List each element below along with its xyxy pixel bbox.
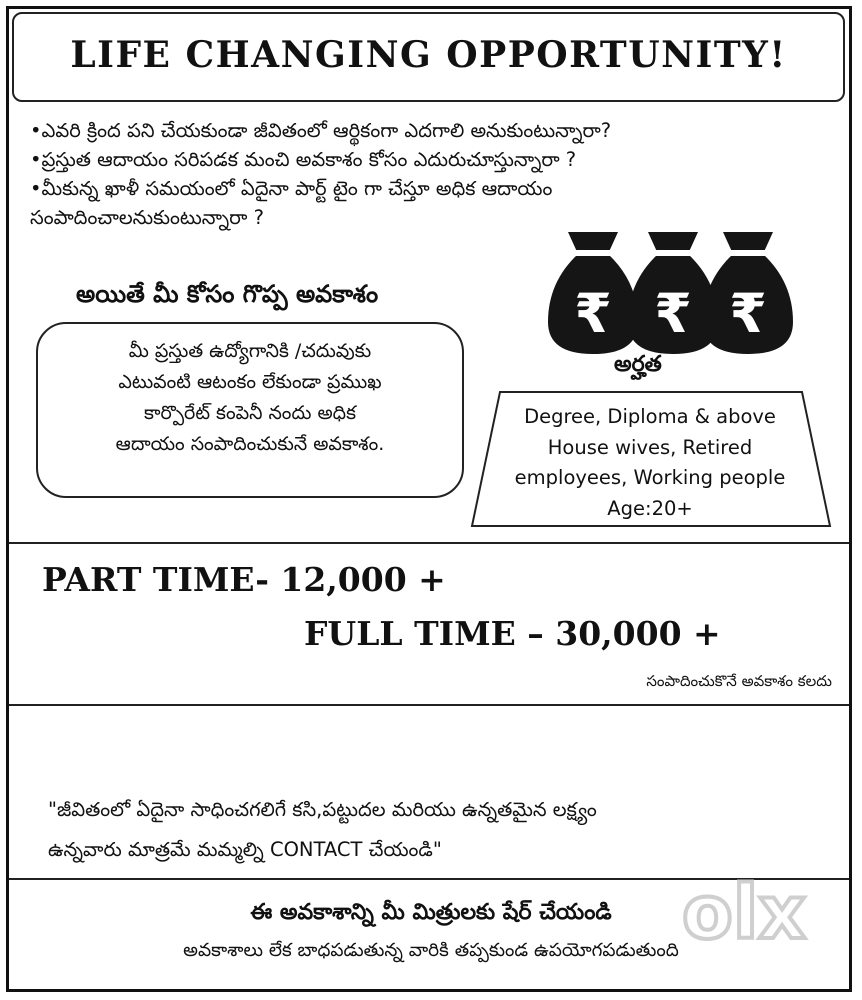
- money-bag-icon: [548, 232, 638, 354]
- svg-text:olx: olx: [682, 872, 806, 952]
- quote-line: "జీవితంలో ఏదైనా సాధించగలిగే కసి,పట్టుదల మరియు ఉన్నతమైన లక్ష్యం: [48, 798, 597, 821]
- full-time-earnings: FULL TIME – 30,000 +: [304, 614, 721, 653]
- benefit-line: ఆదాయం సంపాదించుకునే అవకాశం.: [115, 433, 385, 455]
- divider: [9, 704, 849, 706]
- poster-title: LIFE CHANGING OPPORTUNITY!: [70, 34, 787, 76]
- earnings-note: సంపాదించుకొనే అవకాశం కలదు: [646, 672, 832, 690]
- question-item: •ప్రస్తుత ఆదాయం సరిపడక మంచి అవకాశం కోసం ఎదురుచూస్తున్నారా ?: [30, 148, 577, 171]
- divider: [9, 542, 849, 544]
- opportunity-heading: అయితే మీ కోసం గొప్ప అవకాశం: [76, 280, 379, 308]
- quote-line: ఉన్నవారు మాత్రమే మమ్మల్ని CONTACT చేయండి": [48, 838, 442, 861]
- quote-block: [48, 790, 838, 870]
- benefit-line: మీ ప్రస్తుత ఉద్యోగానికి /చదువుకు: [128, 340, 372, 362]
- question-list: [30, 116, 840, 232]
- svg-text:₹: ₹: [574, 282, 612, 345]
- svg-text:₹: ₹: [729, 282, 767, 345]
- money-bag-icon: [628, 232, 718, 354]
- question-item: •ఎవరి క్రింద పని చేయకుండా జీవితంలో ఆర్థికంగా ఎదగాలి అనుకుంటున్నారా?: [30, 119, 612, 142]
- question-item: సంపాదించాలనుకుంటున్నారా ?: [30, 206, 264, 229]
- eligibility-line: Degree, Diploma & above: [524, 405, 776, 428]
- benefit-line: ఎటువంటి ఆటంకం లేకుండా ప్రముఖ: [118, 371, 382, 393]
- eligibility-line: employees, Working people: [514, 466, 786, 489]
- benefit-line: కార్పొరేట్ కంపెనీ నందు అధిక: [143, 402, 357, 424]
- money-bag-icon: [703, 232, 793, 354]
- svg-text:₹: ₹: [654, 282, 692, 345]
- eligibility-heading: అర్హత: [614, 352, 662, 377]
- eligibility-line: Age:20+: [607, 496, 693, 520]
- money-bags-illustration: [538, 222, 808, 362]
- eligibility-line: House wives, Retired: [547, 435, 753, 459]
- eligibility-list: [490, 402, 810, 524]
- question-item: •మీకున్న ఖాళీ సమయంలో ఏదైనా పార్ట్ టైం గా చేస్తూ అధిక ఆదాయం: [30, 177, 553, 200]
- benefit-box: [36, 322, 464, 498]
- part-time-earnings: PART TIME- 12,000 +: [42, 560, 446, 599]
- share-title: ఈ అవకాశాన్ని మీ మిత్రులకు షేర్ చేయండి: [250, 900, 612, 925]
- share-subtitle: అవకాశాలు లేక బాధపడుతున్న వారికి తప్పకుండ ఉపయోగపడుతుంది: [183, 940, 679, 961]
- title-box: [12, 12, 845, 102]
